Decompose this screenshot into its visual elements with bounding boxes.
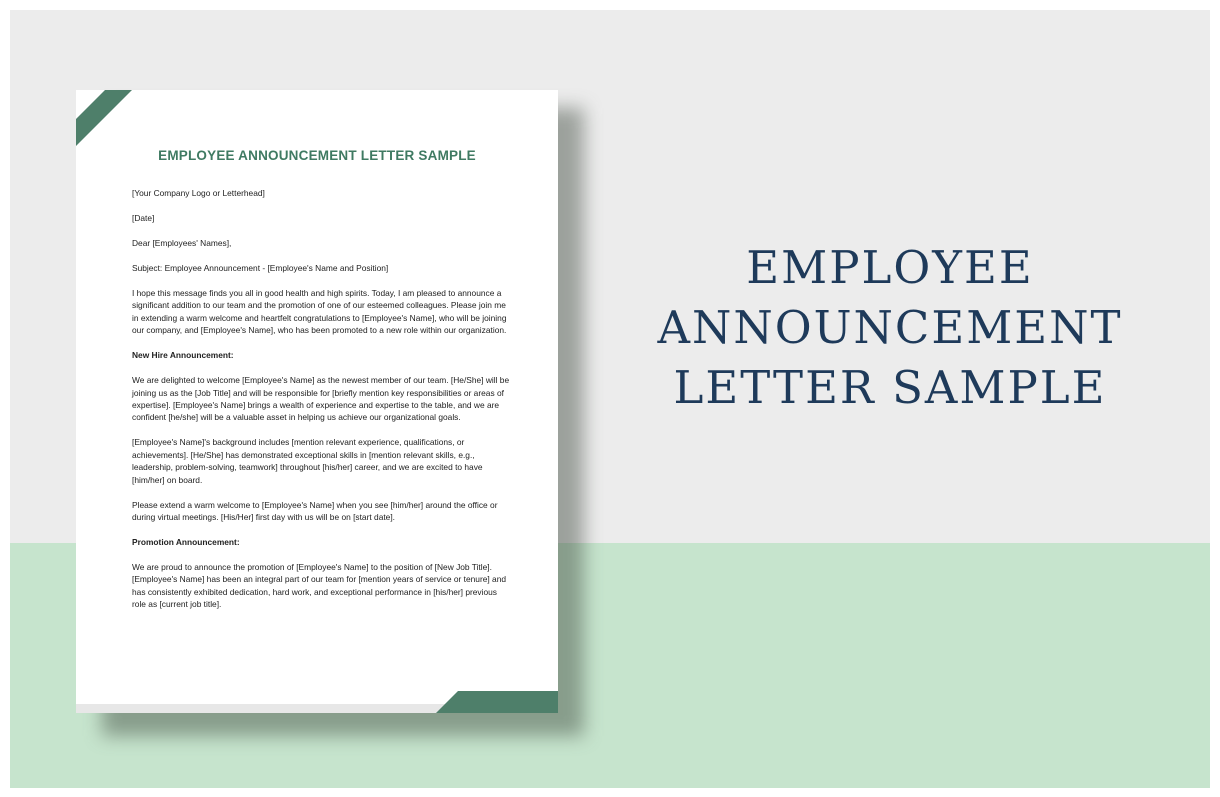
date-line: [Date] [132, 213, 155, 223]
intro-paragraph: I hope this message finds you all in good health and high spirits. Today, I am pleased to announce a significant addition to our team and the promotion of one of our esteemed colleagues. Please join me in extending a warm welcome and heartfelt congratulations to [Employee's Name], who will be joining our company, and [Employee's Name], who has been promoted to a new role within our organization. [132, 288, 507, 336]
new-hire-paragraph-2: [Employee's Name]'s background includes [mention relevant experience, qualifications, or achievements]. [He/She] has demonstrated exceptional skills in [mention relevant skills, e.g., leadership, problem-solving, teamwork] throughout [his/her] career, and we are excited to have [him/her] on board. [132, 437, 483, 485]
new-hire-paragraph-1: We are delighted to welcome [Employee's Name] as the newest member of our team. [He/She] will be joining us as the [Job Title] and will be responsible for [briefly mention key responsibilities or areas of expertise]. [Employee's Name] brings a wealth of experience and expertise to the table, and we are confident [he/she] will be a valuable asset in helping us achieve our organizational goals. [132, 375, 510, 423]
promotion-paragraph-1: We are proud to announce the promotion of [Employee's Name] to the position of [New Job Title]. [Employee's Name] has been an integral part of our team for [mention years of service or tenure] and has consistently exhibited dedication, hard work, and exceptional performance in [his/her] previous role as [current job title]. [132, 562, 507, 610]
salutation: Dear [Employees' Names], [132, 238, 232, 248]
hero-title-line-1: EMPLOYEE [746, 241, 1034, 294]
corner-ribbon-bottom-right [436, 691, 558, 713]
hero-title-line-2: ANNOUNCEMENT [657, 301, 1123, 354]
hero-title [640, 238, 1140, 418]
preview-canvas [10, 10, 1210, 788]
corner-ribbon-top-left [76, 90, 132, 146]
new-hire-paragraph-3: Please extend a warm welcome to [Employee's Name] when you see [him/her] around the office or during virtual meetings. [His/Her] first day with us will be on [start date]. [132, 499, 498, 523]
new-hire-heading: New Hire Announcement: [132, 350, 234, 361]
subject-line: Subject: Employee Announcement - [Employee's Name and Position] [132, 263, 389, 273]
document-page [76, 90, 558, 713]
promotion-heading: Promotion Announcement: [132, 537, 240, 548]
document-body [132, 187, 512, 623]
document-title: EMPLOYEE ANNOUNCEMENT LETTER SAMPLE [158, 148, 476, 163]
logo-placeholder: [Your Company Logo or Letterhead] [132, 188, 265, 198]
hero-title-line-3: LETTER SAMPLE [673, 361, 1107, 414]
